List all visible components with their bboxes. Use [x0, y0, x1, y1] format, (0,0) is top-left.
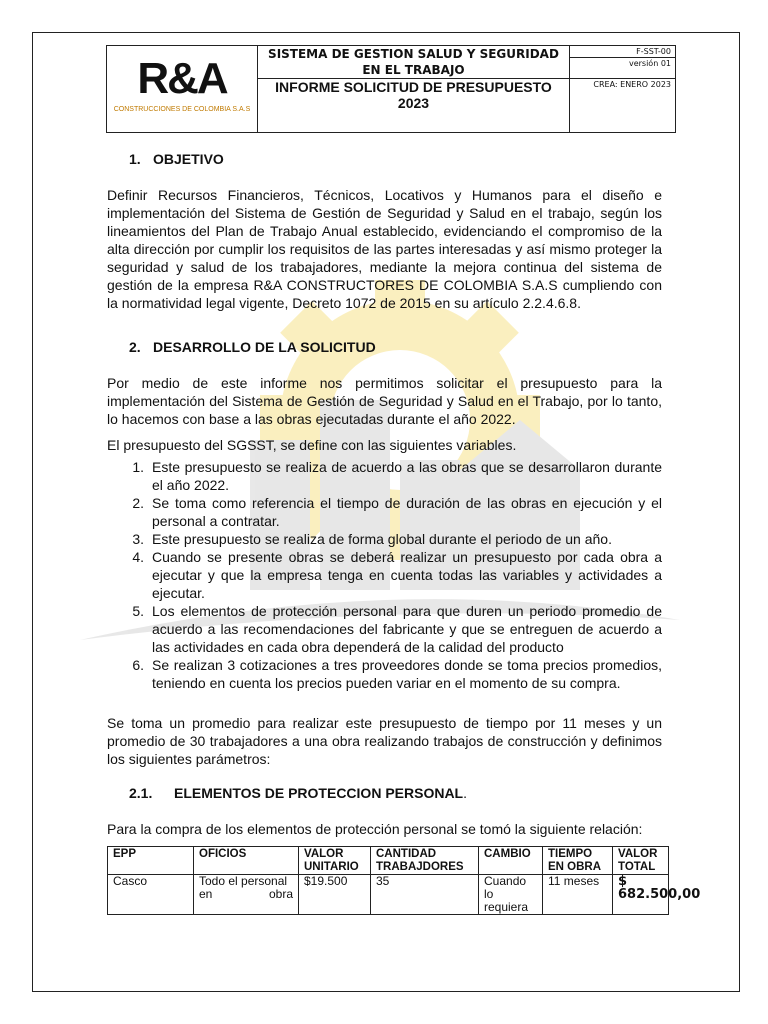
column-header: VALOR TOTAL	[613, 847, 669, 875]
table-cell: $19.500	[299, 875, 371, 915]
list-number: 2.	[132, 495, 144, 511]
list-number: 1.	[132, 459, 144, 475]
logo-cell	[107, 46, 258, 133]
list-text: Este presupuesto se realiza de forma global durante el periodo de un año.	[152, 531, 612, 547]
table-row	[108, 875, 669, 915]
list-item	[107, 548, 662, 602]
list-text: Se realizan 3 cotizaciones a tres proveedores donde se toma precios promedios, teniendo en cuenta los precios pueden variar en el momento de su compra.	[152, 657, 662, 691]
section-title: ELEMENTOS DE PROTECCION PERSONAL	[174, 785, 464, 801]
section-heading	[107, 338, 662, 356]
list-number: 4.	[132, 549, 144, 565]
variables-list	[107, 458, 662, 692]
created-date: CREA: ENERO 2023	[593, 80, 671, 89]
parameters-paragraph: Se toma un promedio para realizar este presupuesto de tiempo por 11 meses y un promedio de 30 trabajadores a una obra realizando trabajos de construcción y definimos los siguientes parámetros:	[107, 715, 662, 767]
section-objetivo	[107, 150, 662, 312]
objetivo-paragraph: Definir Recursos Financieros, Técnicos, Locativos y Humanos para el diseño e implementación del Sistema de Gestión de Seguridad y Salud en el trabajo, según los lineamientos del Plan de Trabajo Anual establecido, evidenciando el compromiso de la alta dirección por cumplir los requisitos de las partes interesadas y así mismo proteger la seguridad y salud de los trabajadores, mediante la mejora continua del sistema de gestión de la empresa R&A CONSTRUCTORES DE COLOMBIA S.A.S cumpliendo con la normatividad legal vigente, Decreto 1072 de 2015 en su artículo 2.2.4.6.8.	[107, 187, 662, 311]
doc-code: F-SST-00	[570, 46, 675, 58]
section-heading: 2.1. ELEMENTOS DE PROTECCION PERSONAL .	[129, 785, 467, 801]
list-number: 3.	[132, 531, 144, 547]
variables-intro: El presupuesto del SGSST, se define con las siguientes variables.	[107, 437, 517, 453]
table-cell: $ 682.500,00	[613, 875, 669, 915]
list-text: Se toma como referencia el tiempo de duración de las obras en ejecución y el personal a contratar.	[152, 495, 662, 529]
table-cell: Casco	[108, 875, 194, 915]
column-header: CANTIDAD TRABAJDORES	[371, 847, 479, 875]
section-title: DESARROLLO DE LA SOLICITUD	[153, 339, 376, 355]
doc-code-cell	[570, 46, 676, 79]
header-table	[106, 45, 676, 133]
column-header: CAMBIO	[479, 847, 543, 875]
list-item	[107, 656, 662, 692]
column-header: EPP	[108, 847, 194, 875]
section-number: 2.1.	[129, 785, 153, 801]
list-item	[107, 602, 662, 656]
system-title: SISTEMA DE GESTION SALUD Y SEGURIDAD EN EL TRABAJO	[258, 46, 570, 79]
section-number: 1.	[129, 151, 141, 167]
column-header: VALOR UNITARIO	[299, 847, 371, 875]
table-cell: 35	[371, 875, 479, 915]
section-epp	[107, 784, 662, 838]
table-header-row	[108, 847, 669, 875]
section-title: OBJETIVO	[153, 151, 224, 167]
table-cell: Todo el personal en obra	[194, 875, 299, 915]
list-item	[107, 458, 662, 494]
report-title: INFORME SOLICITUD DE PRESUPUESTO 2023	[258, 79, 570, 133]
column-header: OFICIOS	[194, 847, 299, 875]
epp-table	[107, 846, 701, 915]
created-cell	[570, 79, 676, 133]
list-number: 6.	[132, 657, 144, 673]
company-logo: R&A	[137, 54, 227, 103]
table-cell: 11 meses	[543, 875, 613, 915]
list-number: 5.	[132, 603, 144, 619]
table-cell: Cuando lo requiera	[479, 875, 543, 915]
epp-intro: Para la compra de los elementos de protección personal se tomó la siguiente relación:	[107, 821, 643, 837]
column-header: TIEMPO EN OBRA	[543, 847, 613, 875]
section-desarrollo	[107, 338, 662, 768]
section-heading	[107, 150, 662, 168]
list-text: Cuando se presente obras se deberá realizar un presupuesto por cada obra a ejecutar y que la empresa tenga en cuenta todas las variables y actividades a ejecutar.	[152, 549, 662, 601]
desarrollo-paragraph: Por medio de este informe nos permitimos solicitar el presupuesto para la implementación del Sistema de Gestión de Seguridad y Salud en el Trabajo, por lo tanto, lo hacemos con base a las obras ejecutadas durante el año 2022.	[107, 375, 662, 427]
list-item	[107, 530, 662, 548]
logo-subtitle: CONSTRUCCIONES DE COLOMBIA S.A.S	[113, 106, 251, 113]
list-text: Este presupuesto se realiza de acuerdo a las obras que se desarrollaron durante el año 2022.	[152, 459, 662, 493]
doc-version: versión 01	[628, 59, 671, 68]
list-item	[107, 494, 662, 530]
section-number: 2.	[129, 339, 141, 355]
list-text: Los elementos de protección personal para que duren un periodo promedio de acuerdo a las recomendaciones del fabricante y que se entreguen de acuerdo a las actividades en cada obra dependerá de la calidad del producto	[152, 603, 662, 655]
